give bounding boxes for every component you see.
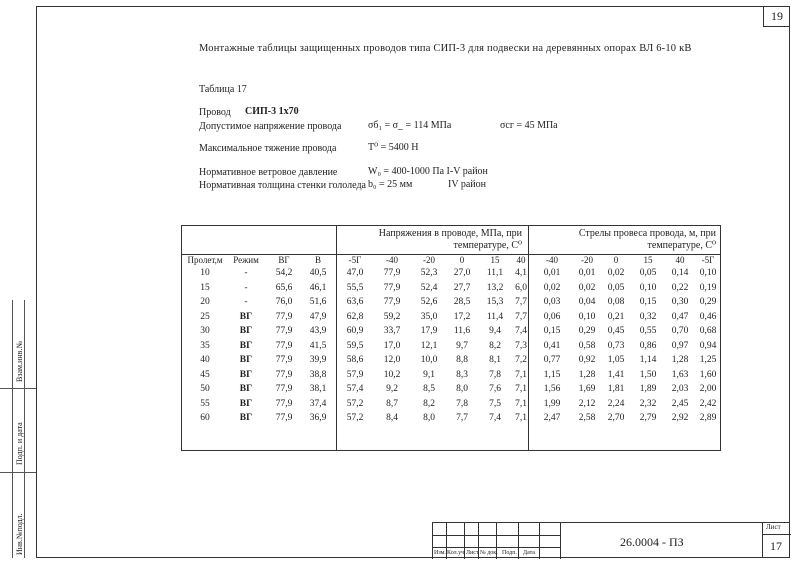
table-cell: 8,5: [423, 384, 435, 394]
table-cell: 77,9: [275, 413, 293, 423]
wire-value: СИП-3 1х70: [245, 106, 299, 117]
table-cell: 7,8: [489, 369, 501, 380]
table-row: [181, 341, 721, 355]
column-header: Режим: [233, 255, 259, 265]
table-cell: ВГ: [239, 413, 253, 423]
table-cell: 77,9: [383, 282, 401, 293]
sheet-label: Лист: [766, 523, 781, 531]
table-cell: 1,60: [699, 369, 717, 380]
table-cell: 7,7: [515, 297, 527, 307]
table-cell: 0,02: [607, 268, 625, 278]
table-cell: 0,97: [671, 340, 689, 351]
stamp-col: [560, 523, 561, 559]
table-cell: 0,41: [543, 340, 561, 351]
column-header: -5Г: [701, 255, 715, 265]
table-cell: 8,0: [423, 413, 435, 423]
table-cell: 52,3: [420, 268, 438, 278]
table-cell: 11,1: [486, 268, 504, 278]
table-cell: 7,8: [456, 398, 468, 409]
table-cell: ВГ: [239, 326, 253, 336]
table-cell: 1,63: [671, 369, 689, 380]
table-cell: 8,3: [456, 369, 468, 380]
table-cell: 8,1: [489, 355, 501, 365]
table-row: [181, 297, 721, 311]
table-cell: 7,3: [515, 340, 527, 351]
table-cell: 0,10: [699, 268, 717, 278]
table-cell: ВГ: [239, 384, 253, 394]
table-cell: 1,14: [639, 355, 657, 365]
table-cell: 7,4: [489, 413, 501, 423]
column-header: 0: [613, 255, 619, 265]
table-cell: 7,4: [515, 326, 527, 336]
table-cell: 0,92: [578, 355, 596, 365]
stamp-label: Лист: [466, 550, 479, 556]
table-cell: 55: [200, 398, 210, 409]
title-block: [432, 522, 790, 559]
column-header: -40: [386, 255, 398, 265]
sheet-rule: [763, 534, 791, 535]
table-cell: 0,45: [607, 326, 625, 336]
table-cell: 57,4: [346, 384, 364, 394]
table-cell: 15: [200, 282, 210, 293]
table-row: [181, 312, 721, 326]
table-cell: 38,8: [309, 369, 327, 380]
stamp-col: [464, 523, 465, 559]
stamp-label: № док.: [480, 550, 498, 556]
table-cell: 0,86: [639, 340, 657, 351]
table-cell: 63,6: [346, 297, 364, 307]
sag-group-header: Стрелы провеса провода, м, при температуре, С⁰: [578, 228, 716, 251]
table-cell: 0,04: [578, 297, 596, 307]
stamp-col: [539, 523, 540, 559]
table-cell: 2,03: [671, 384, 689, 394]
stamp-label: Изм.: [434, 550, 446, 556]
table-cell: 7,1: [515, 398, 527, 409]
column-header: ВГ: [278, 255, 290, 265]
table-cell: 28,5: [453, 297, 471, 307]
table-cell: 41,5: [309, 340, 327, 351]
table-cell: 60: [200, 413, 210, 423]
column-header: -5Г: [348, 255, 362, 265]
table-cell: 1,56: [543, 384, 561, 394]
table-cell: 2,92: [671, 413, 689, 423]
table-cell: 2,58: [578, 413, 596, 423]
table-cell: 2,12: [578, 398, 596, 409]
column-header-row: [181, 254, 721, 268]
table-cell: 0,58: [578, 340, 596, 351]
table-cell: 57,2: [346, 398, 364, 409]
table-cell: 6,0: [515, 282, 527, 293]
table-row: [181, 268, 721, 282]
param-value: b₀ = 25 мм: [368, 179, 413, 190]
table-cell: 77,9: [275, 398, 293, 409]
table-cell: 55,5: [346, 282, 364, 293]
table-cell: 2,79: [639, 413, 657, 423]
table-cell: 17,2: [453, 311, 471, 322]
param-label: Нормативная толщина стенки гололеда: [199, 180, 366, 191]
table-cell: 0,70: [671, 326, 689, 336]
table-cell: 77,9: [383, 297, 401, 307]
table-cell: 1,89: [639, 384, 657, 394]
table-cell: 12,0: [383, 355, 401, 365]
table-cell: 4,1: [515, 268, 527, 278]
table-cell: 1,28: [671, 355, 689, 365]
table-cell: 33,7: [383, 326, 401, 336]
stamp-col: [518, 523, 519, 559]
table-cell: 77,9: [275, 311, 293, 322]
table-cell: 7,2: [515, 355, 527, 365]
table-cell: 2,32: [639, 398, 657, 409]
table-cell: 0,05: [607, 282, 625, 293]
table-cell: 7,6: [489, 384, 501, 394]
table-cell: 1,81: [607, 384, 625, 394]
table-cell: 76,0: [275, 297, 293, 307]
table-cell: 0,05: [639, 268, 657, 278]
table-label: Таблица 17: [199, 84, 247, 95]
table-cell: 77,9: [275, 369, 293, 380]
table-cell: 12,1: [420, 340, 438, 351]
column-header: 15: [643, 255, 653, 265]
table-cell: 8,7: [386, 398, 398, 409]
table-cell: 9,7: [456, 340, 468, 351]
table-cell: 27,7: [453, 282, 471, 293]
table-cell: 8,8: [456, 355, 468, 365]
table-cell: 0,29: [578, 326, 596, 336]
column-header: 15: [490, 255, 500, 265]
table-cell: 62,8: [346, 311, 364, 322]
side-rule: [0, 388, 36, 389]
table-cell: 45: [200, 369, 210, 380]
table-cell: 11,6: [453, 326, 471, 336]
table-cell: 8,2: [423, 398, 435, 409]
stress-group-header: Напряжения в проводе, МПа, при температуре, С⁰: [378, 228, 522, 251]
stamp-label: Подп.: [502, 550, 517, 556]
table-cell: 40,5: [309, 268, 327, 278]
table-cell: 10: [200, 268, 210, 278]
column-header: 0: [459, 255, 465, 265]
table-cell: 1,25: [699, 355, 717, 365]
param-label: Допустимое напряжение провода: [199, 121, 342, 132]
table-cell: 2,24: [607, 398, 625, 409]
table-row: [181, 355, 721, 369]
table-cell: 15,3: [486, 297, 504, 307]
table-cell: 10,2: [383, 369, 401, 380]
table-cell: 0,22: [671, 282, 689, 293]
table-cell: 1,28: [578, 369, 596, 380]
table-cell: -: [244, 282, 248, 293]
table-cell: 0,46: [699, 311, 717, 322]
table-cell: 0,01: [578, 268, 596, 278]
column-header: -40: [546, 255, 558, 265]
table-cell: 17,0: [383, 340, 401, 351]
table-cell: ВГ: [239, 311, 253, 322]
table-cell: 1,15: [543, 369, 561, 380]
table-cell: 50: [200, 384, 210, 394]
table-cell: ВГ: [239, 340, 253, 351]
table-cell: 7,1: [515, 369, 527, 380]
table-cell: ВГ: [239, 355, 253, 365]
table-cell: 57,9: [346, 369, 364, 380]
table-cell: 0,73: [607, 340, 625, 351]
stamp-label: Дата: [523, 550, 535, 556]
table-cell: 0,01: [543, 268, 561, 278]
table-cell: 0,19: [699, 282, 717, 293]
side-label: Инв.№подл.: [15, 513, 24, 555]
table-cell: 0,14: [671, 268, 689, 278]
table-cell: 1,41: [607, 369, 625, 380]
table-row: [181, 413, 721, 427]
table-cell: 1,69: [578, 384, 596, 394]
table-cell: 0,03: [543, 297, 561, 307]
table-cell: 2,00: [699, 384, 717, 394]
sheet-box: [762, 522, 791, 558]
table-cell: 60,9: [346, 326, 364, 336]
table-cell: 52,6: [420, 297, 438, 307]
table-row: [181, 399, 721, 413]
table-cell: 7,7: [515, 311, 527, 322]
table-cell: 0,15: [543, 326, 561, 336]
column-header: -20: [581, 255, 593, 265]
table-cell: 65,6: [275, 282, 293, 293]
table-cell: 46,1: [309, 282, 327, 293]
stamp-col: [432, 523, 433, 559]
table-cell: 0,77: [543, 355, 561, 365]
table-cell: 47,9: [309, 311, 327, 322]
table-cell: 13,2: [486, 282, 504, 293]
table-cell: 11,4: [486, 311, 504, 322]
table-cell: 59,2: [383, 311, 401, 322]
side-label: Взам.инв.№: [15, 340, 24, 382]
table-cell: 0,29: [699, 297, 717, 307]
table-cell: 0,10: [578, 311, 596, 322]
table-cell: 30: [200, 326, 210, 336]
table-cell: 51,6: [309, 297, 327, 307]
table-cell: -: [244, 297, 248, 307]
table-cell: 77,9: [275, 355, 293, 365]
table-cell: 7,1: [515, 413, 527, 423]
table-cell: 57,2: [346, 413, 364, 423]
table-cell: 38,1: [309, 384, 327, 394]
column-header: Пролет,м: [187, 255, 223, 265]
param-label: Нормативное ветровое давление: [199, 167, 338, 178]
table-cell: 39,9: [309, 355, 327, 365]
side-rule: [0, 472, 36, 473]
table-cell: 0,06: [543, 311, 561, 322]
column-header: -20: [423, 255, 435, 265]
table-cell: 8,4: [386, 413, 398, 423]
table-cell: 1,05: [607, 355, 625, 365]
table-cell: 7,5: [489, 398, 501, 409]
table-cell: 7,7: [456, 413, 468, 423]
table-cell: 9,4: [489, 326, 501, 336]
table-cell: 0,30: [671, 297, 689, 307]
table-cell: 0,55: [639, 326, 657, 336]
document-title: Монтажные таблицы защищенных проводов типа СИП-3 для подвески на деревянных опорах ВЛ 6-10 кВ: [199, 43, 692, 54]
table-cell: 0,32: [639, 311, 657, 322]
table-cell: 52,4: [420, 282, 438, 293]
table-cell: 2,45: [671, 398, 689, 409]
table-cell: 0,10: [639, 282, 657, 293]
table-cell: 59,5: [346, 340, 364, 351]
param-value: σб₁ = σ_ = 114 МПа: [368, 120, 452, 131]
table-cell: 43,9: [309, 326, 327, 336]
param-value-2: IV район: [448, 179, 487, 190]
table-cell: 54,2: [275, 268, 293, 278]
table-cell: 20: [200, 297, 210, 307]
column-header: 40: [516, 255, 526, 265]
side-margin-strip: [0, 300, 36, 558]
table-cell: 0,47: [671, 311, 689, 322]
table-cell: 0,68: [699, 326, 717, 336]
table-cell: 17,9: [420, 326, 438, 336]
param-value-2: σсг = 45 МПа: [500, 120, 558, 131]
table-cell: 7,1: [515, 384, 527, 394]
table-cell: 77,9: [383, 268, 401, 278]
param-value: Т⁰ = 5400 Н: [368, 142, 419, 153]
document-number: 26.0004 - ПЗ: [620, 535, 684, 549]
stamp-label: Кол.уч: [447, 550, 465, 556]
table-cell: ВГ: [239, 369, 253, 380]
table-cell: 77,9: [275, 384, 293, 394]
table-cell: 37,4: [309, 398, 327, 409]
table-cell: 2,70: [607, 413, 625, 423]
table-cell: 1,50: [639, 369, 657, 380]
table-cell: 77,9: [275, 326, 293, 336]
table-cell: 2,89: [699, 413, 717, 423]
side-label: Подп. и дата: [15, 422, 24, 465]
table-cell: 0,02: [578, 282, 596, 293]
table-cell: 8,0: [456, 384, 468, 394]
table-cell: 25: [200, 311, 210, 322]
table-row: [181, 370, 721, 384]
wire-label: Провод: [199, 107, 231, 118]
table-cell: 9,2: [386, 384, 398, 394]
table-cell: 0,08: [607, 297, 625, 307]
table-cell: 35: [200, 340, 210, 351]
table-cell: 0,94: [699, 340, 717, 351]
table-cell: 27,0: [453, 268, 471, 278]
table-cell: 0,02: [543, 282, 561, 293]
param-label: Максимальное тяжение провода: [199, 143, 337, 154]
table-cell: 2,47: [543, 413, 561, 423]
table-cell: 36,9: [309, 413, 327, 423]
table-cell: 40: [200, 355, 210, 365]
sheet-number: 17: [770, 539, 782, 553]
param-value: W₀ = 400-1000 Па I-V район: [368, 166, 488, 177]
page-number: 19: [763, 6, 790, 27]
table-cell: 2,42: [699, 398, 717, 409]
table-cell: ВГ: [239, 398, 253, 409]
table-cell: 35,0: [420, 311, 438, 322]
table-cell: 77,9: [275, 340, 293, 351]
table-cell: -: [244, 268, 248, 278]
table-cell: 47,0: [346, 268, 364, 278]
table-cell: 8,2: [489, 340, 501, 351]
table-cell: 0,15: [639, 297, 657, 307]
table-cell: 0,21: [607, 311, 625, 322]
table-row: [181, 326, 721, 340]
table-cell: 10,0: [420, 355, 438, 365]
table-row: [181, 283, 721, 297]
table-cell: 58,6: [346, 355, 364, 365]
table-cell: 9,1: [423, 369, 435, 380]
column-header: В: [314, 255, 321, 265]
column-header: 40: [675, 255, 685, 265]
table-row: [181, 384, 721, 398]
table-cell: 1,99: [543, 398, 561, 409]
